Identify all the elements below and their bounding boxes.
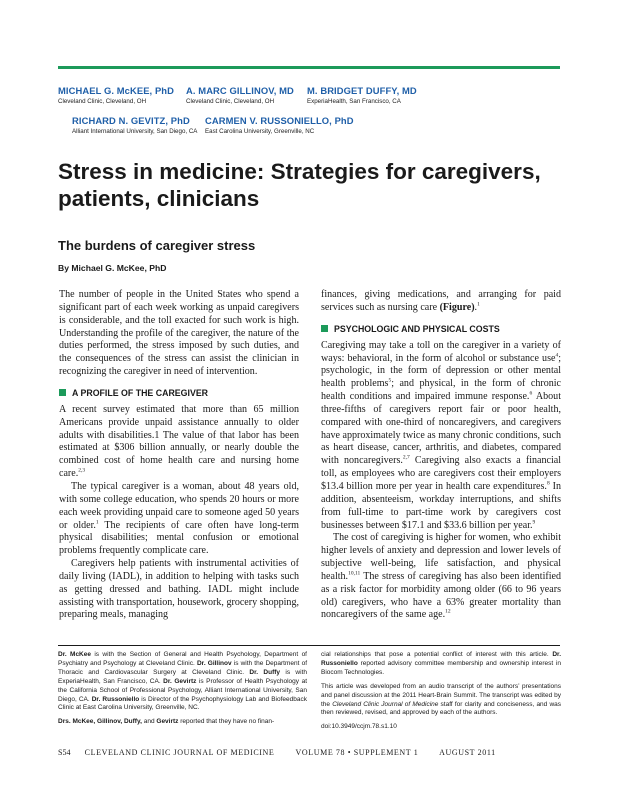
author-block-mckee — [58, 85, 174, 105]
journal-name: CLEVELAND CLINIC JOURNAL OF MEDICINE — [84, 748, 275, 757]
author-block-duffy — [307, 85, 417, 105]
green-square-icon — [321, 325, 328, 332]
article-title: Stress in medicine: Strategies for caregivers, patients, clinicians — [58, 159, 541, 211]
page-footer — [58, 748, 496, 757]
section-title: The burdens of caregiver stress — [58, 238, 256, 253]
author-affiliation: Cleveland Clinic, Cleveland, OH — [186, 98, 275, 105]
body-paragraph: The typical caregiver is a woman, about 48 years old, with some college education, who spends 20 hours or more each week providing unpaid care to someone aged 50 years or older.$^1$ The recipients of care often have long-term physical disabilities; mental confusion or emotional problems frequently complicate care. — [59, 480, 299, 557]
doi-link[interactable]: doi:10.3949/ccjm.78.s1.10 — [321, 723, 397, 731]
body-paragraph: The cost of caregiving is higher for women, who exhibit higher levels of anxiety and depression and lower levels of subjective well-being, life satisfaction, and physical health.$^{10,11}$ The stress of caregiving has also been identified as a risk factor for morbidity among older (66 to 96 years old) caregivers, who have a 63% greater mortality than noncaregivers of the same age.$^{12}$ — [321, 532, 561, 621]
disclosure-footnote: cial relationships that pose a potential conflict of interest with this article. Dr. Russoniello reported advisory committee membership and ownership interest in Biocom Technologies. This article was developed from an audio transcript of the authors’ presentations and panel discussion at the 2011 Heart-Brain Summit. The transcript was edited by the Cleveland Clinic Journal of Medicine staff for clarity and conciseness, and was then reviewed, revised, and approved by each of the authors. doi:10.3949/ccjm.78.s1.10 — [321, 651, 561, 731]
author-name: CARMEN V. RUSSONIELLO, PhD — [205, 115, 354, 126]
author-footnote: Dr. McKee is with the Section of General and Health Psychology, Department of Psychiatry and Psychology at Cleveland Clinic. Dr. Gillinov is with the Department of Thoracic and Cardiovascular Surgery at Cleveland Clinic. Dr. Duffy is with ExperiaHealth, San Francisco, CA. Dr. Gevirtz is Professor of Health Psychology at the California School of Professional Psychology, Alliant International University, San Diego, CA. Dr. Russoniello is Director of the Psychophysiology Lab and Biofeedback Clinic at East Carolina University, Greenville, NC. Drs. McKee, Gillinov, Duffy, and Gevirtz reported that they have no finan- — [58, 651, 307, 726]
author-name: RICHARD N. GEVITZ, PhD — [72, 115, 190, 126]
author-name: A. MARC GILLINOV, MD — [186, 85, 294, 96]
author-affiliation: Alliant International University, San Diego, CA — [72, 128, 198, 135]
byline: By Michael G. McKee, PhD — [58, 263, 167, 273]
intro-paragraph: The number of people in the United States who spend a significant part of each week working as unpaid caregivers is considerable, and the toll exacted for such work is high. Understanding the profile of the caregiver, the nature of the duties performed, the stress imposed by such duties, and the consequences of the stress can assist the clinician in recognizing the caregiver in need of intervention. — [59, 289, 299, 378]
author-name: MICHAEL G. McKEE, PhD — [58, 85, 175, 96]
page-number: S54 — [58, 748, 71, 757]
author-affiliation: East Carolina University, Greenville, NC — [205, 128, 315, 135]
footnote-rule — [58, 645, 560, 646]
top-accent-rule — [58, 66, 560, 69]
section-heading: A PROFILE OF THE CAREGIVER — [59, 388, 299, 398]
author-block-gevitz — [72, 115, 197, 135]
figure-reference[interactable]: (Figure) — [439, 301, 475, 313]
author-block-russoniello — [205, 115, 354, 135]
left-column — [59, 289, 299, 622]
author-name: M. BRIDGET DUFFY, MD — [307, 85, 417, 96]
body-paragraph: A recent survey estimated that more than 65 million Americans provide unpaid assistance annually to older adults with disabilities.1 The value of that labor has been estimated at $306 billion annually, or nearly double the combined cost of home health care and nursing home care.$^{2,3}$ — [59, 403, 299, 480]
body-paragraph: finances, giving medications, and arranging for paid services such as nursing care (Figure).$^1$ — [321, 289, 561, 313]
author-block-gillinov — [186, 85, 294, 105]
body-paragraph: Caregivers help patients with instrumental activities of daily living (IADL), in addition to helping with tasks such as getting dressed and bathing. IADL might include assisting with transportation, housework, grocery shopping, preparing meals, managing — [59, 558, 299, 621]
body-paragraph: Caregiving may take a toll on the caregiver in a variety of ways: behavioral, in the form of alcohol or substance use$^4$; psychologic, in the form of depression or other mental health problems$^5$; and physical, in the form of chronic health conditions and impaired immune response.$^6$ About three-fifths of caregivers report fair or poor health, compared with one-third of noncaregivers, and caregivers have approximately twice as many chronic conditions, such as heart disease, cancer, arthritis, and diabetes, compared with noncaregivers.$^{2,7}$ Caregiving also exacts a financial toll, as employees who are caregivers cost their employers $13.4 billion more per year in health care expenditures.$^8$ In addition, absenteeism, workday interruptions, and shifts from full-time to part-time work by caregivers cost businesses between $17.1 and $33.6 billion per year.$^9$ — [321, 339, 562, 531]
right-column — [321, 289, 561, 622]
green-square-icon — [59, 389, 66, 396]
issue-date: AUGUST 2011 — [439, 748, 496, 757]
volume-info: VOLUME 78 • SUPPLEMENT 1 — [295, 748, 419, 757]
section-heading: PSYCHOLOGIC AND PHYSICAL COSTS — [321, 324, 561, 334]
author-affiliation: Cleveland Clinic, Cleveland, OH — [58, 98, 147, 105]
author-affiliation: ExperiaHealth, San Francisco, CA — [307, 98, 401, 105]
